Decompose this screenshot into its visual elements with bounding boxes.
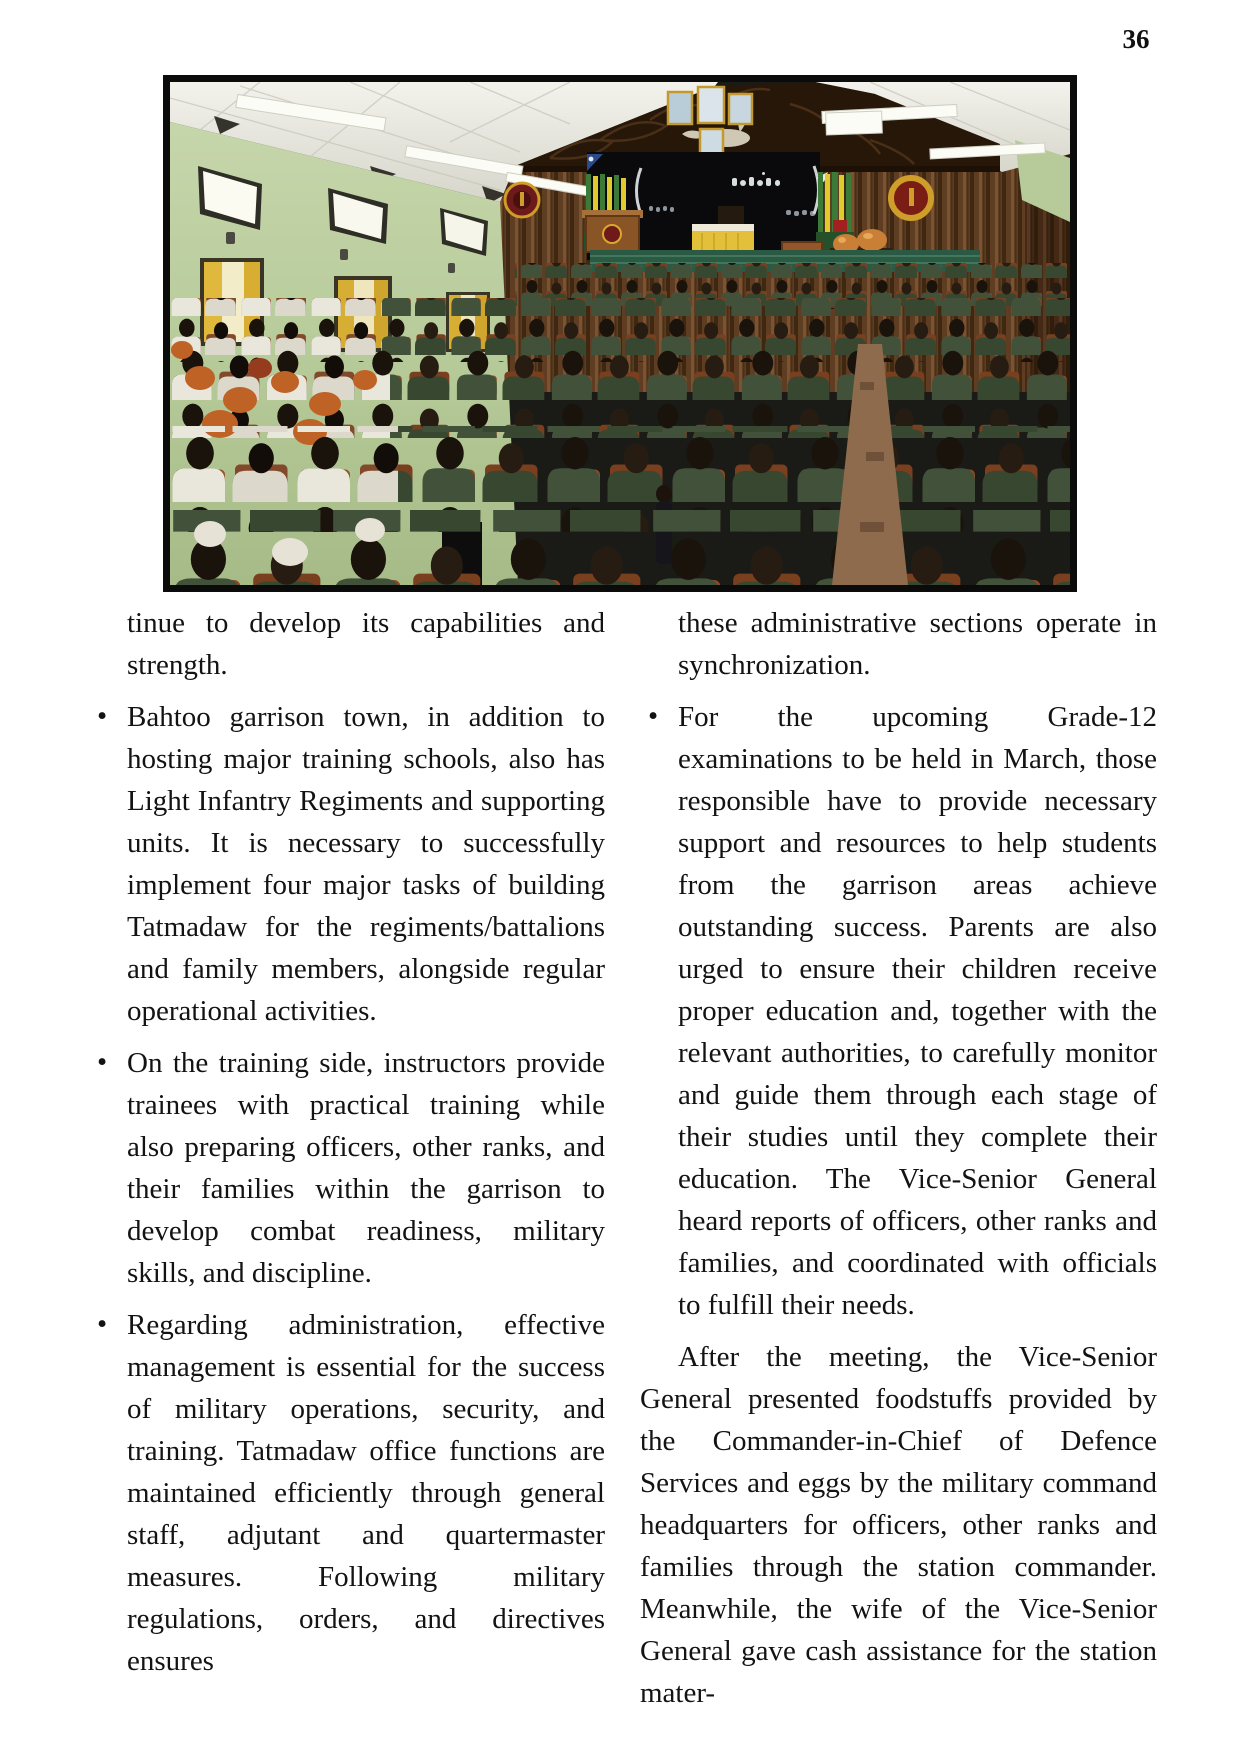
bullet-icon: •: [97, 1046, 108, 1078]
item-text: After the meeting, the Vice-Senior General presented foodstuffs provided by the Commander-in-Chief of Defence Services and eggs by the military command headquarters for officers, other ranks and families through the station commander. Meanwhile, the wife of the Vice-Senior General gave cash assistance for the station mater-: [640, 1341, 1157, 1709]
item-text: On the training side, instructors provide trainees with practical training while also preparing officers, other ranks, and their families within the garrison to develop combat readiness, military skills, and discipline.: [127, 1047, 605, 1289]
item-text: these administrative sections operate in synchronization.: [678, 607, 1157, 681]
stage-chair: [718, 206, 744, 226]
text-item: [640, 696, 1157, 1326]
bullet-icon: •: [97, 700, 108, 732]
bullet-icon: •: [648, 700, 659, 732]
item-text: Bahtoo garrison town, in addition to hosting major training schools, also has Light Infantry Regiments and supporting units. It is necessary to successfully implement four major tasks of building Tatmadaw for the regiments/battalions and family members, alongside regular operational activities.: [127, 701, 605, 1027]
text-item: [640, 602, 1157, 686]
text-item: [89, 1042, 605, 1294]
emblem-right: [891, 178, 931, 218]
right-column: [640, 602, 1157, 1724]
page-number: 36: [1122, 24, 1150, 54]
left-column: [89, 602, 605, 1724]
audience: [170, 263, 1070, 585]
emblem-left: [505, 183, 539, 217]
text-item: [640, 1336, 1157, 1714]
text-item: [89, 602, 605, 686]
meeting-hall-photo: [163, 75, 1077, 592]
meeting-hall-scene: [170, 82, 1070, 585]
bullet-icon: •: [97, 1308, 108, 1340]
podium-left: [582, 210, 643, 252]
text-item: [89, 1304, 605, 1682]
item-text: tinue to develop its capabilities and strength.: [127, 607, 605, 681]
item-text: For the upcoming Grade-12 examinations to be held in March, those responsible have to provide necessary support and resources to help students from the garrison areas achieve outstanding success. Parents are also urged to ensure their children receive proper education and, together with the relevant authorities, to carefully monitor and guide them through each stage of their studies until they complete their education. The Vice-Senior General heard reports of officers, other ranks and families, and coordinated with officials to fulfill their needs.: [678, 701, 1157, 1321]
article-body: [89, 602, 1157, 1724]
item-text: Regarding administration, effective management is essential for the success of military operations, security, and training. Tatmadaw office functions are maintained efficiently through general staff, adjutant and quartermaster measures. Following military regulations, orders, and directives ensures: [127, 1309, 605, 1677]
text-item: [89, 696, 605, 1032]
